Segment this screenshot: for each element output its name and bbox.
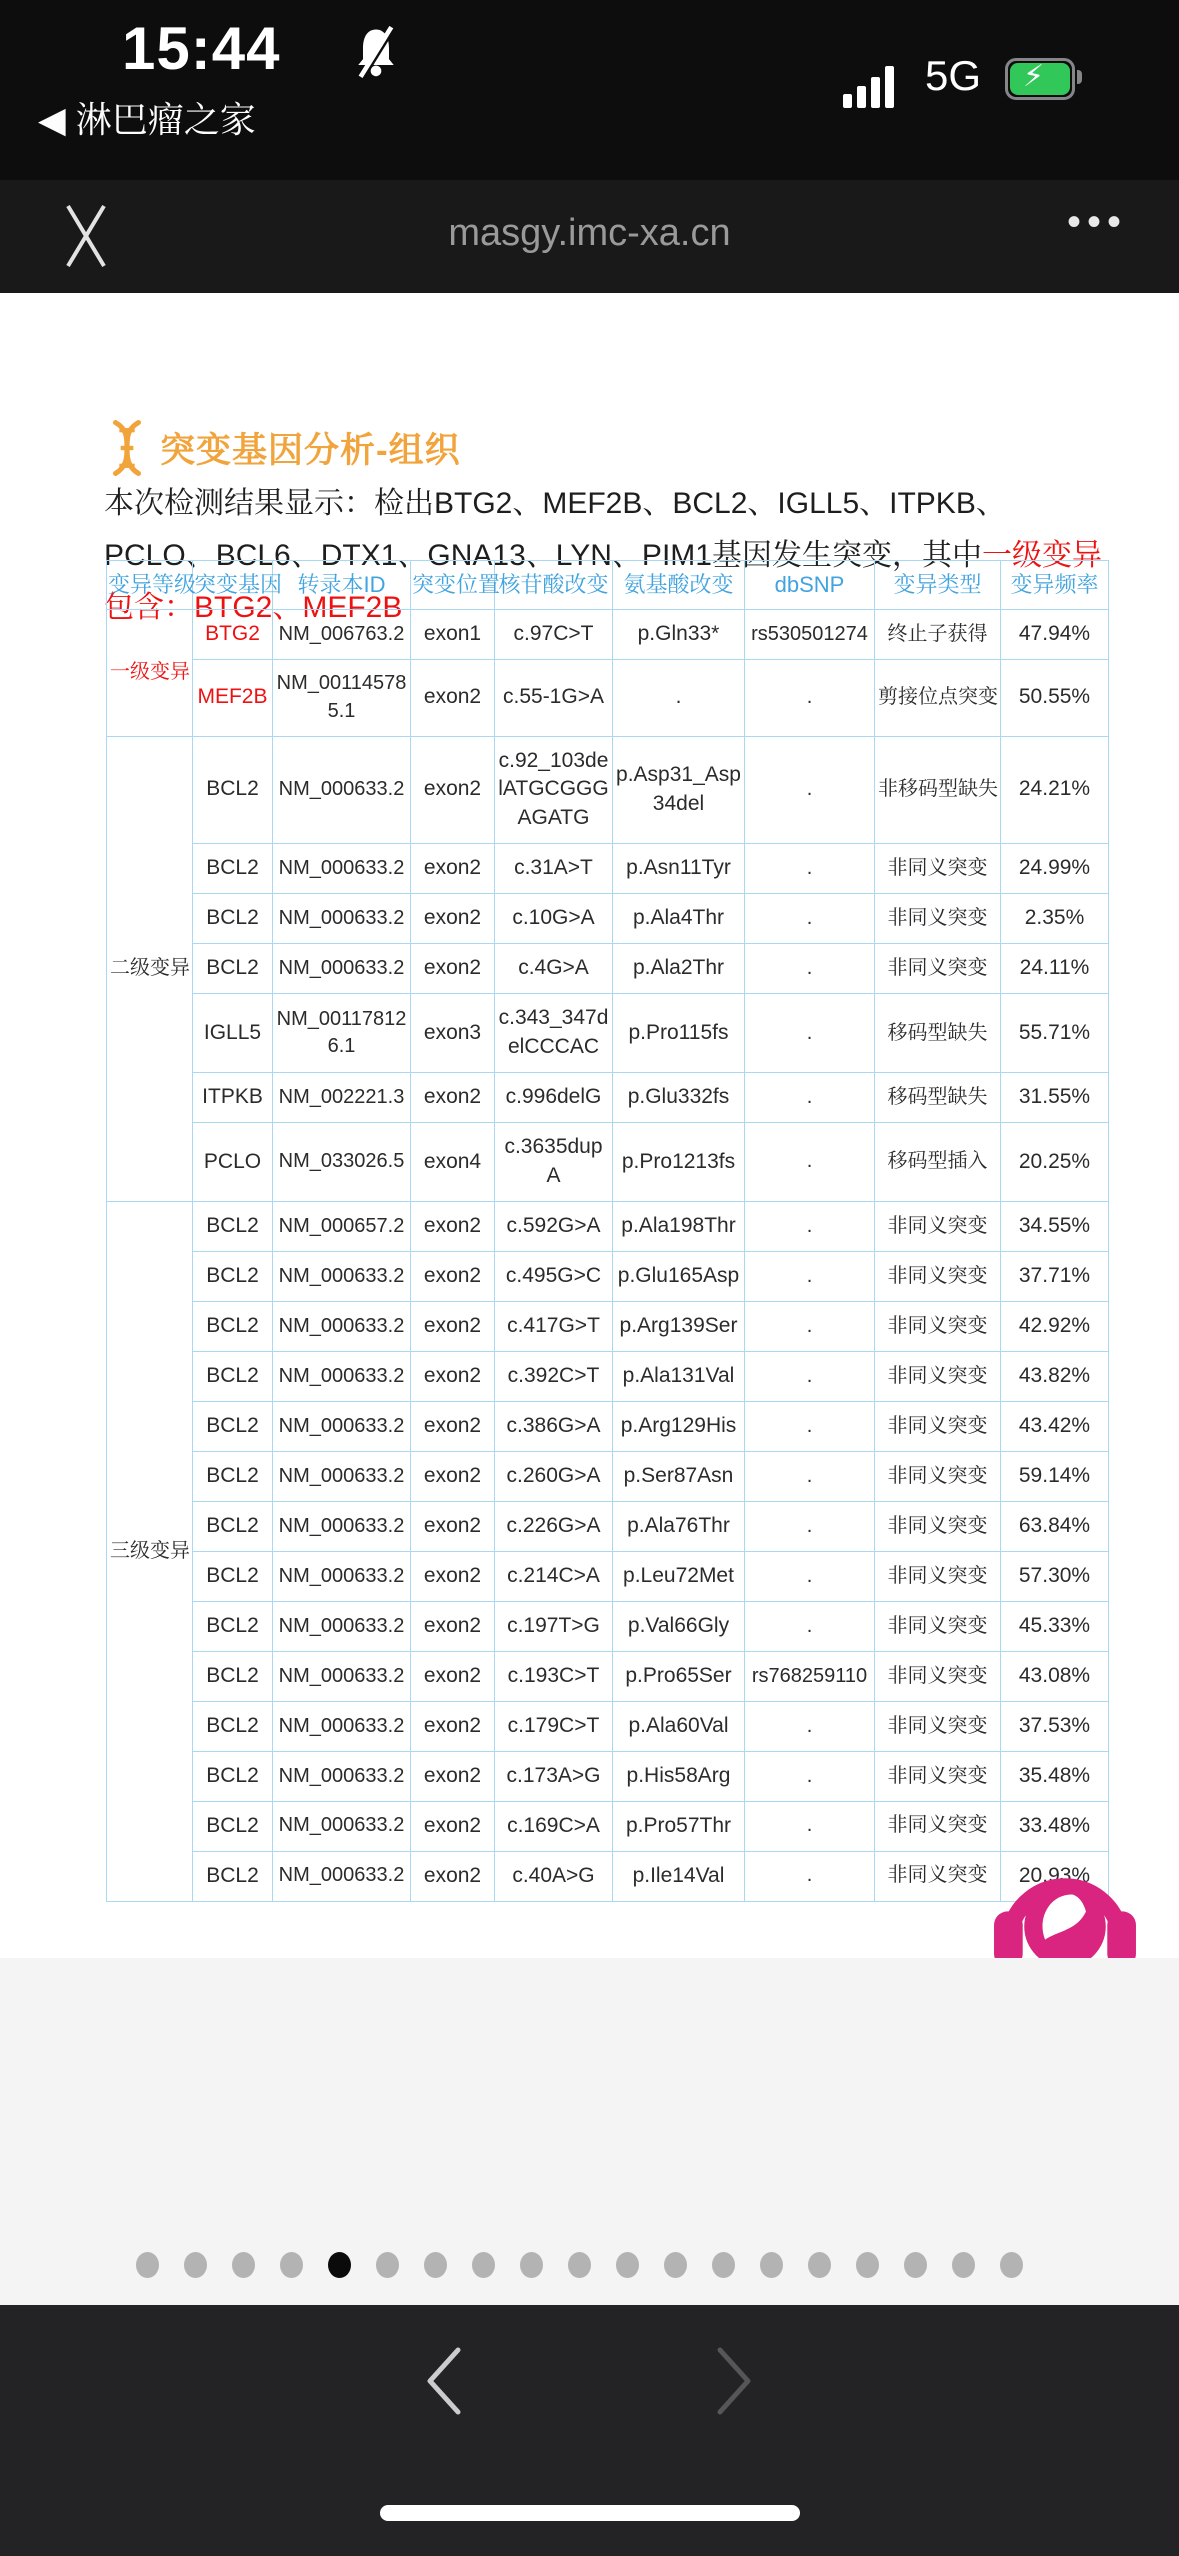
data-cell: 43.42% <box>1001 1402 1109 1452</box>
data-cell: 24.11% <box>1001 944 1109 994</box>
data-cell: p.Ala4Thr <box>613 894 745 944</box>
data-cell: NM_000633.2 <box>273 1751 411 1801</box>
pagination-dot[interactable] <box>232 2252 255 2278</box>
data-cell: NM_000633.2 <box>273 1801 411 1851</box>
section-title-text: 突变基因分析-组织 <box>160 431 461 470</box>
table-header-cell: 核苷酸改变 <box>495 561 613 610</box>
data-cell: 非同义突变 <box>875 844 1001 894</box>
data-cell: p.Asn11Tyr <box>613 844 745 894</box>
table-header-cell: 转录本ID <box>273 561 411 610</box>
data-cell: . <box>745 844 875 894</box>
data-cell: 55.71% <box>1001 994 1109 1073</box>
data-cell: . <box>745 1302 875 1352</box>
data-cell: 47.94% <box>1001 610 1109 660</box>
data-cell: 31.55% <box>1001 1073 1109 1123</box>
data-cell: exon2 <box>411 944 495 994</box>
table-header-cell: dbSNP <box>745 561 875 610</box>
data-cell: exon2 <box>411 1601 495 1651</box>
data-cell: c.3635dupA <box>495 1123 613 1202</box>
table-header-cell: 变异等级 <box>107 561 193 610</box>
data-cell: exon2 <box>411 1202 495 1252</box>
mutation-table <box>106 560 1109 1902</box>
data-cell: . <box>745 1501 875 1551</box>
data-cell: c.179C>T <box>495 1701 613 1751</box>
data-cell: exon2 <box>411 660 495 736</box>
data-cell: exon2 <box>411 1352 495 1402</box>
data-cell: . <box>745 736 875 844</box>
data-cell: 非同义突变 <box>875 1202 1001 1252</box>
data-cell: NM_000633.2 <box>273 1851 411 1901</box>
data-cell: exon2 <box>411 1851 495 1901</box>
data-cell: p.Arg139Ser <box>613 1302 745 1352</box>
pagination-dot[interactable] <box>1000 2252 1023 2278</box>
table-row <box>107 844 1109 894</box>
data-cell: exon2 <box>411 1073 495 1123</box>
table-header-cell: 氨基酸改变 <box>613 561 745 610</box>
data-cell: NM_000633.2 <box>273 1651 411 1701</box>
data-cell: 非同义突变 <box>875 1551 1001 1601</box>
data-cell: c.495G>C <box>495 1252 613 1302</box>
data-cell: exon2 <box>411 1651 495 1701</box>
next-page-button[interactable] <box>712 2345 758 2417</box>
table-row <box>107 736 1109 844</box>
data-cell: . <box>613 660 745 736</box>
data-cell: c.169C>A <box>495 1801 613 1851</box>
data-cell: c.197T>G <box>495 1601 613 1651</box>
gene-cell: BCL2 <box>193 1851 273 1901</box>
network-type-label: 5G <box>925 52 982 99</box>
data-cell: p.Pro115fs <box>613 994 745 1073</box>
gene-cell: BTG2 <box>193 610 273 660</box>
data-cell: NM_000633.2 <box>273 1352 411 1402</box>
data-cell: 57.30% <box>1001 1551 1109 1601</box>
pagination-dot[interactable] <box>808 2252 831 2278</box>
data-cell: 20.25% <box>1001 1123 1109 1202</box>
data-cell: p.Glu332fs <box>613 1073 745 1123</box>
group-cell: 二级变异 <box>107 736 193 1202</box>
table-row <box>107 1452 1109 1502</box>
gene-cell: BCL2 <box>193 1501 273 1551</box>
table-header-cell: 变异频率 <box>1001 561 1109 610</box>
group-cell: 三级变异 <box>107 1202 193 1902</box>
data-cell: exon2 <box>411 844 495 894</box>
gene-cell: PCLO <box>193 1123 273 1202</box>
data-cell: NM_000633.2 <box>273 1501 411 1551</box>
data-cell: 24.99% <box>1001 844 1109 894</box>
data-cell: 2.35% <box>1001 894 1109 944</box>
data-cell: 非同义突变 <box>875 944 1001 994</box>
summary-text: 本次检测结果显示：检出BTG2、MEF2B、BCL2、IGLL5、ITPKB、PCLO、BCL6、DTX1、GNA13、LYN、PIM1基因发生突变，其中 <box>104 487 1006 572</box>
data-cell: c.31A>T <box>495 844 613 894</box>
data-cell: 非同义突变 <box>875 1452 1001 1502</box>
data-cell: NM_000633.2 <box>273 894 411 944</box>
data-cell: 42.92% <box>1001 1302 1109 1352</box>
data-cell: exon2 <box>411 1751 495 1801</box>
browser-titlebar <box>0 180 1179 293</box>
data-cell: 非同义突变 <box>875 1252 1001 1302</box>
data-cell: c.97C>T <box>495 610 613 660</box>
data-cell: p.Leu72Met <box>613 1551 745 1601</box>
data-cell: 37.71% <box>1001 1252 1109 1302</box>
data-cell: 20.93% <box>1001 1851 1109 1901</box>
table-header-cell: 突变基因 <box>193 561 273 610</box>
group-cell: 一级变异 <box>107 610 193 736</box>
data-cell: 非同义突变 <box>875 1402 1001 1452</box>
data-cell: 剪接位点突变 <box>875 660 1001 736</box>
data-cell: 移码型插入 <box>875 1123 1001 1202</box>
data-cell: 非同义突变 <box>875 1302 1001 1352</box>
pagination-dot[interactable] <box>424 2252 447 2278</box>
data-cell: . <box>745 1452 875 1502</box>
mutation-table-wrap <box>106 560 1109 1902</box>
clock: 15:44 <box>122 15 281 82</box>
table-row <box>107 660 1109 736</box>
data-cell: 非同义突变 <box>875 1851 1001 1901</box>
data-cell: 59.14% <box>1001 1452 1109 1502</box>
data-cell: exon2 <box>411 1701 495 1751</box>
table-row <box>107 1123 1109 1202</box>
gene-cell: BCL2 <box>193 736 273 844</box>
data-cell: . <box>745 1202 875 1252</box>
pagination-dot[interactable] <box>664 2252 687 2278</box>
data-cell: 移码型缺失 <box>875 994 1001 1073</box>
pagination-dot[interactable] <box>136 2252 159 2278</box>
pagination-dot[interactable] <box>904 2252 927 2278</box>
data-cell: NM_033026.5 <box>273 1123 411 1202</box>
table-row <box>107 944 1109 994</box>
data-cell: p.Pro65Ser <box>613 1651 745 1701</box>
data-cell: exon3 <box>411 994 495 1073</box>
data-cell: p.Ala198Thr <box>613 1202 745 1252</box>
data-cell: . <box>745 1252 875 1302</box>
table-header-row <box>107 561 1109 610</box>
gene-cell: BCL2 <box>193 1601 273 1651</box>
gene-cell: BCL2 <box>193 1651 273 1701</box>
dna-icon <box>104 420 150 476</box>
data-cell: . <box>745 1701 875 1751</box>
signal-strength-icon <box>843 64 913 108</box>
data-cell: 50.55% <box>1001 660 1109 736</box>
data-cell: p.Ala60Val <box>613 1701 745 1751</box>
data-cell: NM_000633.2 <box>273 1302 411 1352</box>
data-cell: NM_001145785.1 <box>273 660 411 736</box>
data-cell: NM_000633.2 <box>273 1402 411 1452</box>
data-cell: . <box>745 894 875 944</box>
table-row <box>107 1751 1109 1801</box>
data-cell: c.4G>A <box>495 944 613 994</box>
data-cell: . <box>745 1851 875 1901</box>
pagination-dot[interactable] <box>616 2252 639 2278</box>
gene-cell: BCL2 <box>193 944 273 994</box>
table-row <box>107 894 1109 944</box>
data-cell: 非同义突变 <box>875 894 1001 944</box>
table-row <box>107 1302 1109 1352</box>
data-cell: exon2 <box>411 1302 495 1352</box>
data-cell: . <box>745 1123 875 1202</box>
table-row <box>107 1352 1109 1402</box>
table-row <box>107 1701 1109 1751</box>
gene-cell: BCL2 <box>193 1352 273 1402</box>
data-cell: p.Glu165Asp <box>613 1252 745 1302</box>
gene-cell: BCL2 <box>193 1252 273 1302</box>
table-row <box>107 1202 1109 1252</box>
data-cell: NM_000633.2 <box>273 1452 411 1502</box>
gene-cell: BCL2 <box>193 844 273 894</box>
data-cell: c.55-1G>A <box>495 660 613 736</box>
data-cell: exon2 <box>411 736 495 844</box>
data-cell: 非同义突变 <box>875 1352 1001 1402</box>
pagination-dot[interactable] <box>568 2252 591 2278</box>
data-cell: p.Ala76Thr <box>613 1501 745 1551</box>
data-cell: 35.48% <box>1001 1751 1109 1801</box>
data-cell: p.Ala2Thr <box>613 944 745 994</box>
data-cell: exon1 <box>411 610 495 660</box>
table-row <box>107 1073 1109 1123</box>
table-header-cell: 变异类型 <box>875 561 1001 610</box>
more-menu-icon[interactable]: ••• <box>1066 200 1127 244</box>
data-cell: NM_001178126.1 <box>273 994 411 1073</box>
table-row <box>107 1651 1109 1701</box>
gene-cell: BCL2 <box>193 1302 273 1352</box>
data-cell: 非同义突变 <box>875 1501 1001 1551</box>
gene-cell: BCL2 <box>193 1402 273 1452</box>
page-dots <box>136 2252 1048 2278</box>
data-cell: 24.21% <box>1001 736 1109 844</box>
data-cell: c.193C>T <box>495 1651 613 1701</box>
data-cell: . <box>745 1402 875 1452</box>
data-cell: . <box>745 1551 875 1601</box>
pagination-dot[interactable] <box>712 2252 735 2278</box>
data-cell: NM_002221.3 <box>273 1073 411 1123</box>
gene-cell: ITPKB <box>193 1073 273 1123</box>
data-cell: 45.33% <box>1001 1601 1109 1651</box>
pagination-dot[interactable] <box>760 2252 783 2278</box>
data-cell: 非同义突变 <box>875 1651 1001 1701</box>
data-cell: c.173A>G <box>495 1751 613 1801</box>
data-cell: c.392C>T <box>495 1352 613 1402</box>
data-cell: exon2 <box>411 894 495 944</box>
table-row <box>107 994 1109 1073</box>
table-row <box>107 1801 1109 1851</box>
data-cell: c.996delG <box>495 1073 613 1123</box>
data-cell: . <box>745 660 875 736</box>
pagination-dot[interactable] <box>952 2252 975 2278</box>
bell-muted-icon <box>352 26 400 83</box>
summary-highlight-text: 一级变异包含：BTG2、MEF2B <box>104 539 1102 624</box>
table-row <box>107 1851 1109 1901</box>
gene-cell: BCL2 <box>193 1551 273 1601</box>
bottom-nav-bar <box>0 2305 1179 2556</box>
data-cell: rs768259110 <box>745 1651 875 1701</box>
data-cell: exon2 <box>411 1252 495 1302</box>
data-cell: c.417G>T <box>495 1302 613 1352</box>
pagination-dot[interactable] <box>520 2252 543 2278</box>
data-cell: p.Pro1213fs <box>613 1123 745 1202</box>
data-cell: 63.84% <box>1001 1501 1109 1551</box>
gene-cell: BCL2 <box>193 894 273 944</box>
data-cell: 非同义突变 <box>875 1801 1001 1851</box>
data-cell: exon2 <box>411 1501 495 1551</box>
data-cell: NM_000633.2 <box>273 1701 411 1751</box>
table-header-cell: 突变位置 <box>411 561 495 610</box>
data-cell: 非同义突变 <box>875 1701 1001 1751</box>
table-row <box>107 1601 1109 1651</box>
data-cell: exon4 <box>411 1123 495 1202</box>
battery-charging-icon: ⚡ <box>1005 58 1083 98</box>
data-cell: 43.08% <box>1001 1651 1109 1701</box>
data-cell: 非同义突变 <box>875 1751 1001 1801</box>
data-cell: 34.55% <box>1001 1202 1109 1252</box>
data-cell: . <box>745 994 875 1073</box>
gene-cell: BCL2 <box>193 1801 273 1851</box>
data-cell: p.Asp31_Asp34del <box>613 736 745 844</box>
data-cell: NM_000657.2 <box>273 1202 411 1252</box>
data-cell: exon2 <box>411 1801 495 1851</box>
data-cell: NM_000633.2 <box>273 1551 411 1601</box>
data-cell: p.His58Arg <box>613 1751 745 1801</box>
data-cell: p.Ser87Asn <box>613 1452 745 1502</box>
pagination-dot[interactable] <box>280 2252 303 2278</box>
data-cell: exon2 <box>411 1402 495 1452</box>
gene-cell: BCL2 <box>193 1452 273 1502</box>
url-label: masgy.imc-xa.cn <box>448 212 731 254</box>
data-cell: p.Arg129His <box>613 1402 745 1452</box>
gene-cell: IGLL5 <box>193 994 273 1073</box>
data-cell: c.226G>A <box>495 1501 613 1551</box>
data-cell: c.260G>A <box>495 1452 613 1502</box>
pagination-dot[interactable] <box>376 2252 399 2278</box>
data-cell: c.10G>A <box>495 894 613 944</box>
data-cell: c.92_103delATGCGGGAGATG <box>495 736 613 844</box>
data-cell: c.386G>A <box>495 1402 613 1452</box>
table-row <box>107 1501 1109 1551</box>
data-cell: c.592G>A <box>495 1202 613 1252</box>
pagination-dot[interactable] <box>328 2252 351 2278</box>
data-cell: NM_000633.2 <box>273 1601 411 1651</box>
data-cell: 终止子获得 <box>875 610 1001 660</box>
table-row <box>107 1252 1109 1302</box>
gene-cell: BCL2 <box>193 1202 273 1252</box>
data-cell: NM_000633.2 <box>273 736 411 844</box>
data-cell: 非同义突变 <box>875 1601 1001 1651</box>
data-cell: c.214C>A <box>495 1551 613 1601</box>
data-cell: NM_006763.2 <box>273 610 411 660</box>
pagination-dot[interactable] <box>184 2252 207 2278</box>
data-cell: NM_000633.2 <box>273 944 411 994</box>
section-title <box>104 420 461 476</box>
status-bar <box>0 0 1179 180</box>
data-cell: NM_000633.2 <box>273 844 411 894</box>
data-cell: rs530501274 <box>745 610 875 660</box>
data-cell: 33.48% <box>1001 1801 1109 1851</box>
data-cell: . <box>745 1601 875 1651</box>
data-cell: exon2 <box>411 1452 495 1502</box>
data-cell: . <box>745 944 875 994</box>
data-cell: NM_000633.2 <box>273 1252 411 1302</box>
data-cell: p.Ala131Val <box>613 1352 745 1402</box>
data-cell: 43.82% <box>1001 1352 1109 1402</box>
data-cell: p.Pro57Thr <box>613 1801 745 1851</box>
pagination-dot[interactable] <box>472 2252 495 2278</box>
prev-page-button[interactable] <box>420 2345 466 2417</box>
data-cell: . <box>745 1352 875 1402</box>
table-row <box>107 610 1109 660</box>
data-cell: . <box>745 1801 875 1851</box>
gene-cell: BCL2 <box>193 1701 273 1751</box>
gene-cell: BCL2 <box>193 1751 273 1801</box>
data-cell: p.Val66Gly <box>613 1601 745 1651</box>
data-cell: c.343_347delCCCAC <box>495 994 613 1073</box>
data-cell: . <box>745 1751 875 1801</box>
data-cell: p.Gln33* <box>613 610 745 660</box>
table-row <box>107 1402 1109 1452</box>
data-cell: 37.53% <box>1001 1701 1109 1751</box>
home-indicator[interactable] <box>380 2505 800 2521</box>
pagination-dot[interactable] <box>856 2252 879 2278</box>
data-cell: . <box>745 1073 875 1123</box>
table-row <box>107 1551 1109 1601</box>
back-to-app-link[interactable]: ◀ 淋巴瘤之家 <box>38 99 256 140</box>
data-cell: 非移码型缺失 <box>875 736 1001 844</box>
data-cell: p.Ile14Val <box>613 1851 745 1901</box>
data-cell: 移码型缺失 <box>875 1073 1001 1123</box>
data-cell: exon2 <box>411 1551 495 1601</box>
gene-cell: MEF2B <box>193 660 273 736</box>
data-cell: c.40A>G <box>495 1851 613 1901</box>
